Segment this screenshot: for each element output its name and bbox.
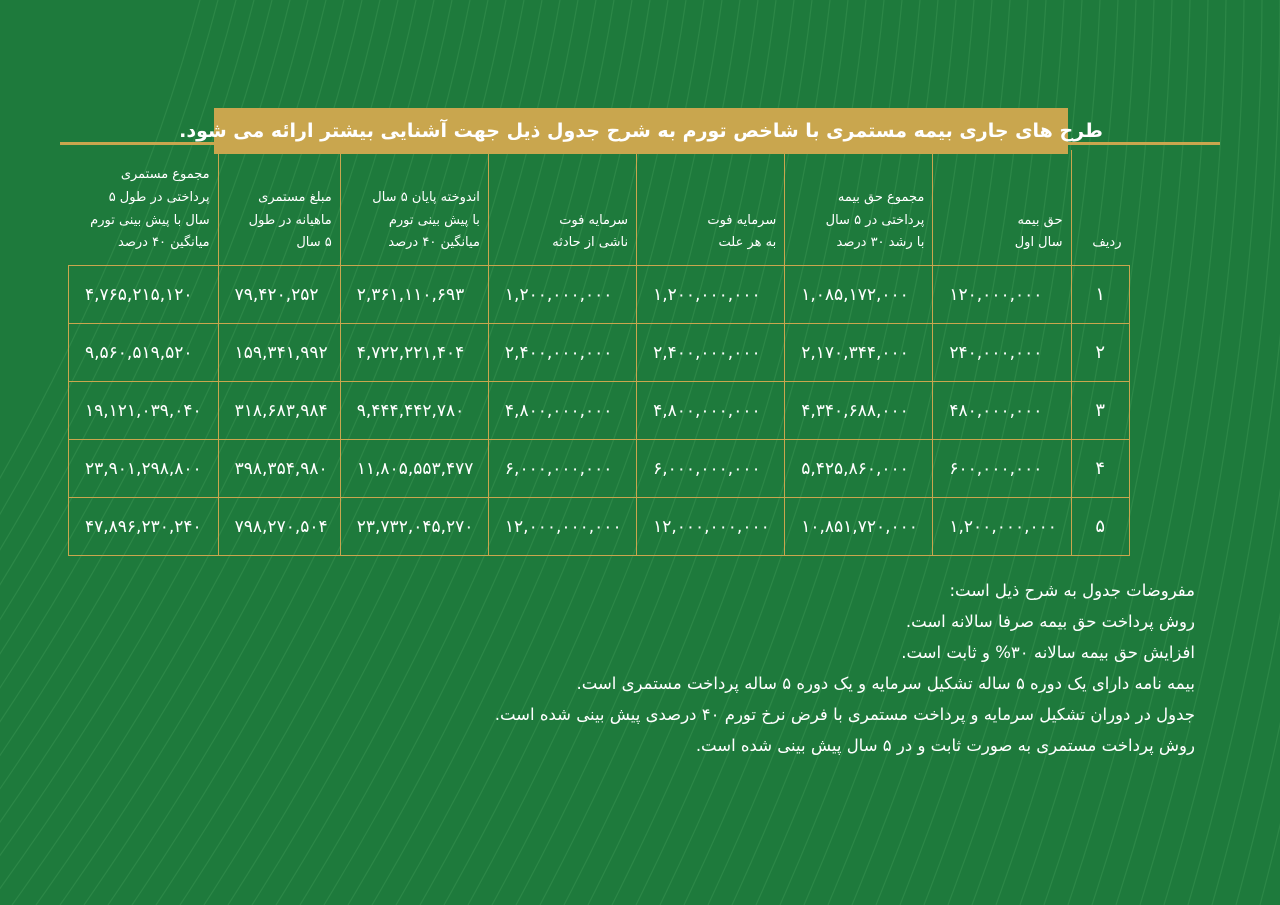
table-cell: ۴۸۰,۰۰۰,۰۰۰	[933, 382, 1071, 440]
table-cell: ۴,۸۰۰,۰۰۰,۰۰۰	[637, 382, 785, 440]
table-cell: ۴,۸۰۰,۰۰۰,۰۰۰	[488, 382, 636, 440]
row-number: ۱	[1071, 266, 1130, 324]
header-line: سرمایه فوت	[559, 212, 629, 228]
table-cell: ۷۹۸,۲۷۰,۵۰۴	[218, 498, 340, 556]
header-row-number	[1071, 150, 1130, 266]
table-cell: ۲۳,۷۳۲,۰۴۵,۲۷۰	[340, 498, 488, 556]
header-monthly-pension	[218, 150, 340, 266]
table-cell: ۲,۱۷۰,۳۴۴,۰۰۰	[785, 324, 933, 382]
note-line: افزایش حق بیمه سالانه ۳۰% و ثابت است.	[901, 643, 1195, 663]
table-cell: ۴,۷۲۲,۲۲۱,۴۰۴	[340, 324, 488, 382]
pension-plan-table	[68, 150, 1130, 556]
table-cell: ۴,۳۴۰,۶۸۸,۰۰۰	[785, 382, 933, 440]
table-cell: ۱,۰۸۵,۱۷۲,۰۰۰	[785, 266, 933, 324]
table-cell: ۳۱۸,۶۸۳,۹۸۴	[218, 382, 340, 440]
table-cell: ۶۰۰,۰۰۰,۰۰۰	[933, 440, 1071, 498]
table-cell: ۱۵۹,۳۴۱,۹۹۲	[218, 324, 340, 382]
table-cell: ۲۴۰,۰۰۰,۰۰۰	[933, 324, 1071, 382]
note-line: جدول در دوران تشکیل سرمایه و پرداخت مستمری با فرض نرخ تورم ۴۰ درصدی پیش بینی شده است.	[494, 705, 1195, 725]
background-line	[1164, 0, 1280, 905]
header-death-accident	[488, 150, 636, 266]
header-line: ردیف	[1092, 235, 1122, 251]
table-cell: ۱۰,۸۵۱,۷۲۰,۰۰۰	[785, 498, 933, 556]
header-line: ۵ سال	[296, 235, 332, 251]
header-line: سال با پیش بینی تورم	[90, 212, 210, 228]
table-cell: ۶,۰۰۰,۰۰۰,۰۰۰	[488, 440, 636, 498]
header-line: با پیش بینی تورم	[388, 212, 480, 228]
table-row	[69, 324, 1130, 382]
table-cell: ۲,۴۰۰,۰۰۰,۰۰۰	[488, 324, 636, 382]
header-line: مجموع مستمری	[120, 167, 210, 182]
table-cell: ۹,۵۶۰,۵۱۹,۵۲۰	[69, 324, 219, 382]
table-cell: ۱,۲۰۰,۰۰۰,۰۰۰	[933, 498, 1071, 556]
header-total-pension	[69, 150, 219, 266]
table-row	[69, 266, 1130, 324]
table-cell: ۵,۴۲۵,۸۶۰,۰۰۰	[785, 440, 933, 498]
table-cell: ۱۲۰,۰۰۰,۰۰۰	[933, 266, 1071, 324]
header-line: میانگین ۴۰ درصد	[118, 235, 210, 251]
header-line: اندوخته پایان ۵ سال	[372, 189, 480, 205]
header-line: مبلغ مستمری	[258, 189, 332, 205]
table-cell: ۱۲,۰۰۰,۰۰۰,۰۰۰	[488, 498, 636, 556]
table-cell: ۱,۲۰۰,۰۰۰,۰۰۰	[637, 266, 785, 324]
note-line: بیمه نامه دارای یک دوره ۵ ساله تشکیل سرمایه و یک دوره ۵ ساله پرداخت مستمری است.	[576, 674, 1195, 694]
note-line: روش پرداخت حق بیمه صرفا سالانه است.	[905, 612, 1195, 632]
table-cell: ۱۹,۱۲۱,۰۳۹,۰۴۰	[69, 382, 219, 440]
header-reserve-5-years	[340, 150, 488, 266]
header-death-any-cause	[637, 150, 785, 266]
header-line: مجموع حق بیمه	[837, 189, 925, 205]
table-cell: ۹,۴۴۴,۴۴۲,۷۸۰	[340, 382, 488, 440]
row-number: ۴	[1071, 440, 1130, 498]
table-cell: ۱,۲۰۰,۰۰۰,۰۰۰	[488, 266, 636, 324]
row-number: ۲	[1071, 324, 1130, 382]
header-line: ناشی از حادثه	[552, 235, 629, 251]
note-line: روش پرداخت مستمری به صورت ثابت و در ۵ سال پیش بینی شده است.	[695, 736, 1195, 756]
header-line: حق بیمه	[1017, 212, 1063, 228]
table-cell: ۷۹,۴۲۰,۲۵۲	[218, 266, 340, 324]
header-line: سرمایه فوت	[707, 212, 777, 228]
table-row	[69, 440, 1130, 498]
row-number: ۳	[1071, 382, 1130, 440]
row-number: ۵	[1071, 498, 1130, 556]
table-cell: ۳۹۸,۳۵۴,۹۸۰	[218, 440, 340, 498]
table-cell: ۲۳,۹۰۱,۲۹۸,۸۰۰	[69, 440, 219, 498]
header-line: پرداختی در طول ۵	[108, 189, 210, 205]
table-cell: ۱۱,۸۰۵,۵۵۳,۴۷۷	[340, 440, 488, 498]
table-header-row	[69, 150, 1130, 266]
table-row	[69, 382, 1130, 440]
header-line: به هر علت	[718, 235, 777, 251]
table-cell: ۴,۷۶۵,۲۱۵,۱۲۰	[69, 266, 219, 324]
table-cell: ۲,۳۶۱,۱۱۰,۶۹۳	[340, 266, 488, 324]
header-line: با رشد ۳۰ درصد	[836, 235, 925, 251]
table-cell: ۴۷,۸۹۶,۲۳۰,۲۴۰	[69, 498, 219, 556]
notes-heading: مفروضات جدول به شرح ذیل است:	[949, 581, 1195, 600]
header-line: ماهیانه در طول	[248, 212, 332, 228]
background-line	[1140, 0, 1280, 905]
header-total-premium	[785, 150, 933, 266]
table-row	[69, 498, 1130, 556]
header-first-year-premium	[933, 150, 1071, 266]
page-title: طرح های جاری بیمه مستمری با شاخص تورم به شرح جدول ذیل جهت آشنایی بیشتر ارائه می شود.	[214, 108, 1068, 154]
table-cell: ۲,۴۰۰,۰۰۰,۰۰۰	[637, 324, 785, 382]
table-assumptions-notes	[435, 575, 1195, 761]
header-line: سال اول	[1014, 235, 1063, 251]
header-line: پرداختی در ۵ سال	[825, 212, 925, 228]
header-line: میانگین ۴۰ درصد	[388, 235, 480, 251]
table-cell: ۱۲,۰۰۰,۰۰۰,۰۰۰	[637, 498, 785, 556]
table-cell: ۶,۰۰۰,۰۰۰,۰۰۰	[637, 440, 785, 498]
